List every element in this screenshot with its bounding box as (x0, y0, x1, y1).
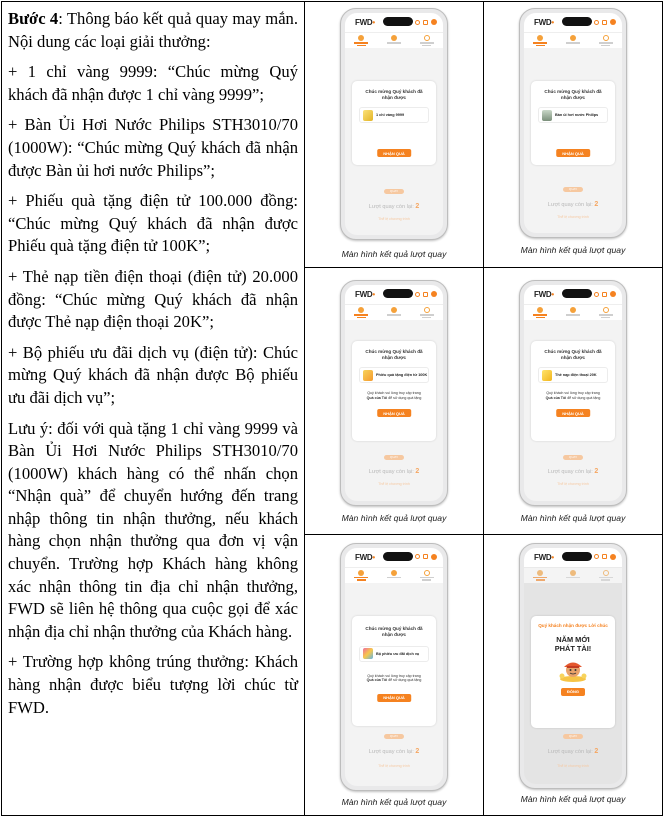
spin-button[interactable]: QUAY (563, 734, 583, 739)
caption: Màn hình kết quả lượt quay (341, 249, 447, 259)
profile-icon[interactable] (431, 291, 437, 297)
card-title: Chúc mừng Quý khách đã nhận được (365, 89, 423, 100)
spin-button[interactable]: QUAY (384, 189, 404, 194)
step-label: Bước 4 (8, 9, 59, 28)
app-topbar (345, 13, 443, 32)
bell-icon[interactable] (423, 20, 428, 25)
phone-screen (524, 285, 622, 501)
bell-icon[interactable] (423, 554, 428, 559)
caption: Màn hình kết quả lượt quay (341, 796, 447, 807)
wish-line-2: PHÁT TÀI! (554, 643, 592, 653)
remaining-spins: Lượt quay còn lại: 2 (368, 747, 420, 755)
gold-icon (363, 110, 373, 121)
wish-line-1: NĂM MỚI (556, 634, 590, 644)
prize-item-bundle: + Bộ phiếu ưu đãi dịch vụ (điện tử): Chúc mừng Quý khách đã nhận được Bộ phiếu ưu đãi dịch vụ”; (8, 342, 298, 407)
app-tabs (524, 567, 622, 583)
app-topbar (345, 285, 443, 304)
prize-box (538, 367, 608, 383)
spin-button[interactable]: QUAY (563, 455, 583, 460)
spin-button[interactable]: QUAY (384, 734, 404, 739)
rules-link[interactable]: Thể lệ chương trình (557, 482, 589, 487)
tab-spin[interactable] (533, 307, 547, 318)
prize-label: Phiếu quà tặng điện tử 100K (376, 373, 428, 378)
wish-title: Quý khách nhận được Lời chúc (538, 622, 608, 628)
gift-icon[interactable] (415, 554, 420, 559)
gift-icon[interactable] (594, 554, 599, 559)
claim-button[interactable]: NHẬN QUÀ (556, 149, 590, 157)
prize-label: Thẻ nạp điện thoại 20K (555, 373, 597, 378)
tab-gifts[interactable] (387, 35, 401, 44)
profile-icon[interactable] (431, 554, 437, 560)
profile-icon[interactable] (431, 19, 437, 25)
screenshot-cell-voucher (305, 268, 484, 534)
result-card (352, 341, 436, 441)
wish-card (531, 616, 615, 728)
tab-gifts[interactable] (566, 307, 580, 316)
step-paragraph (8, 8, 298, 53)
phone-mockup (519, 543, 627, 789)
card-title: Chúc mừng Quý khách đã nhận được (365, 349, 423, 361)
document-table (1, 1, 663, 816)
remaining-spins: Lượt quay còn lại: 2 (547, 201, 599, 208)
tab-history[interactable] (599, 307, 613, 318)
phone-screen (345, 548, 443, 786)
tab-spin[interactable] (354, 35, 368, 46)
step-text: : Thông báo kết quả quay may mắn. Nội dung các loại giải thưởng: (8, 9, 299, 51)
claim-button[interactable]: NHẬN QUÀ (377, 149, 411, 157)
rules-link[interactable]: Thể lệ chương trình (557, 763, 589, 768)
prize-item-gold: + 1 chỉ vàng 9999: “Chúc mừng Quý khách đã nhận được 1 chỉ vàng 9999”; (8, 62, 298, 104)
prize-item-voucher: + Phiếu quà tặng điện tử 100.000 đồng: “Chúc mừng Quý khách đã nhận được Phiếu quà tặng điện tử 100K”; (8, 191, 298, 256)
app-topbar (345, 548, 443, 567)
screenshot-cell-phone-card (484, 268, 663, 534)
rules-link[interactable]: Thể lệ chương trình (378, 217, 410, 221)
tab-gifts[interactable] (387, 307, 401, 316)
screenshot-cell-bundle (305, 534, 484, 815)
phone-mockup (340, 280, 448, 506)
remaining-spins: Lượt quay còn lại: 2 (368, 468, 420, 476)
claim-button[interactable]: NHẬN QUÀ (556, 409, 590, 417)
rules-link[interactable]: Thể lệ chương trình (378, 482, 410, 487)
rules-link[interactable]: Thể lệ chương trình (557, 215, 589, 219)
app-topbar (524, 548, 622, 567)
prize-item-phone-card: + Thẻ nạp tiền điện thoại (điện tử) 20.000 đồng: “Chúc mừng Quý khách đã nhận được Thẻ nạp điện thoại 20K”; (8, 266, 298, 332)
phone-mockup (340, 8, 448, 240)
remaining-spins: Lượt quay còn lại: 2 (368, 203, 420, 210)
prize-label: Bộ phiếu ưu đãi dịch vụ (376, 651, 420, 656)
phone-screen (345, 13, 443, 235)
spin-button[interactable]: QUAY (563, 187, 583, 192)
tab-spin[interactable] (354, 570, 368, 581)
profile-icon[interactable] (610, 554, 616, 560)
fwd-logo: FWD• (534, 290, 554, 300)
card-title: Chúc mừng Quý khách đã nhận được (544, 89, 602, 100)
remaining-spins: Lượt quay còn lại: 2 (547, 468, 599, 476)
app-topbar (524, 285, 622, 304)
caption: Màn hình kết quả lượt quay (520, 513, 626, 524)
result-card (531, 81, 615, 165)
result-card (352, 81, 436, 165)
fwd-logo: FWD• (534, 18, 554, 27)
phone-card-icon (542, 370, 552, 381)
tab-history[interactable] (420, 570, 434, 581)
gift-note: Quý khách vui lòng truy cập trang Quà của Tôi để sử dụng quà tặng (545, 391, 601, 401)
text-column (2, 2, 305, 816)
phone-mockup (519, 8, 627, 238)
fwd-logo: FWD• (534, 552, 554, 562)
card-title: Chúc mừng Quý khách đã nhận được (365, 625, 423, 637)
mascot-icon (558, 658, 588, 682)
caption: Màn hình kết quả lượt quay (341, 513, 447, 524)
tab-history[interactable] (599, 35, 613, 46)
tab-gifts[interactable] (387, 570, 401, 579)
fwd-logo: FWD• (355, 290, 375, 300)
phone-mockup (519, 280, 627, 506)
note-paragraph: Lưu ý: đối với quà tặng 1 chỉ vàng 9999 và Bàn Ủi Hơi Nước Philips STH3010/70 (1000W) khách hàng có thể nhấn chọn “Nhận quà” để chuyển hướng đến trang nhập thông tin nhận thưởng, nếu khách hàng chọn nhận thưởng qua đơn vị vận chuyển. Trường hợp Khách hàng không xác nhận thông tin địa chỉ nhận thưởng, FWD sẽ liên hệ thông qua cuộc gọi để xác nhận địa chỉ nhận thưởng của Khách hàng. (8, 418, 298, 641)
prize-label: 1 chỉ vàng 9999 (376, 113, 405, 117)
app-tabs (524, 32, 622, 48)
prize-label: Bàn ủi hơi nước Philips (555, 113, 599, 117)
gift-note: Quý khách vui lòng truy cập trang Quà của Tôi để sử dụng quà tặng (366, 391, 422, 401)
screenshot-cell-gold (305, 2, 484, 268)
app-tabs (524, 304, 622, 320)
phone-screen (524, 548, 622, 784)
prize-item-iron: + Bàn Ủi Hơi Nước Philips STH3010/70 (1000W): “Chúc mừng Quý khách đã nhận được Bàn ủi hơi nước Philips”; (8, 115, 298, 180)
app-tabs (345, 32, 443, 48)
fwd-logo: FWD• (355, 552, 375, 562)
rules-link[interactable]: Thể lệ chương trình (378, 763, 410, 768)
app-topbar (524, 13, 622, 32)
no-win-paragraph: + Trường hợp không trúng thưởng: Khách hàng nhận được biểu tượng lời chúc từ FWD. (8, 652, 298, 717)
tab-gifts[interactable] (566, 570, 580, 579)
tab-gifts[interactable] (566, 35, 580, 44)
bell-icon[interactable] (423, 292, 428, 297)
screenshot-cell-wish (484, 534, 663, 815)
app-tabs (345, 567, 443, 583)
prize-box (359, 646, 429, 662)
caption: Màn hình kết quả lượt quay (520, 793, 626, 804)
app-tabs (345, 304, 443, 320)
caption: Màn hình kết quả lượt quay (520, 245, 626, 255)
tab-spin[interactable] (533, 35, 547, 46)
phone-screen (345, 285, 443, 501)
tab-spin[interactable] (533, 570, 547, 581)
bell-icon[interactable] (602, 292, 607, 297)
gift-icon[interactable] (415, 20, 420, 25)
profile-icon[interactable] (610, 291, 616, 297)
gift-icon[interactable] (415, 292, 420, 297)
bell-icon[interactable] (602, 20, 607, 25)
bundle-icon (363, 648, 373, 659)
voucher-icon (363, 370, 373, 381)
prize-box (359, 367, 429, 383)
gift-note: Quý khách vui lòng truy cập trang Quà của Tôi để sử dụng quà tặng (366, 673, 422, 683)
gift-icon[interactable] (594, 20, 599, 25)
gift-icon[interactable] (594, 292, 599, 297)
spin-button[interactable]: QUAY (384, 455, 404, 460)
tab-spin[interactable] (354, 307, 368, 318)
bell-icon[interactable] (602, 554, 607, 559)
fwd-logo: FWD• (355, 18, 375, 27)
phone-screen (524, 13, 622, 233)
tab-history[interactable] (420, 35, 434, 46)
claim-button[interactable]: NHẬN QUÀ (377, 409, 411, 417)
close-button[interactable]: ĐÓNG (561, 688, 585, 696)
card-title: Chúc mừng Quý khách đã nhận được (544, 349, 602, 361)
screenshot-cell-iron (484, 2, 663, 268)
tab-history[interactable] (599, 570, 613, 581)
profile-icon[interactable] (610, 19, 616, 25)
result-card (352, 616, 436, 726)
iron-icon (542, 110, 552, 121)
remaining-spins: Lượt quay còn lại: 2 (547, 747, 599, 755)
phone-mockup (340, 543, 448, 791)
prize-box (538, 107, 608, 123)
result-card (531, 341, 615, 441)
claim-button[interactable]: NHẬN QUÀ (377, 694, 411, 702)
tab-history[interactable] (420, 307, 434, 318)
prize-box (359, 107, 429, 123)
